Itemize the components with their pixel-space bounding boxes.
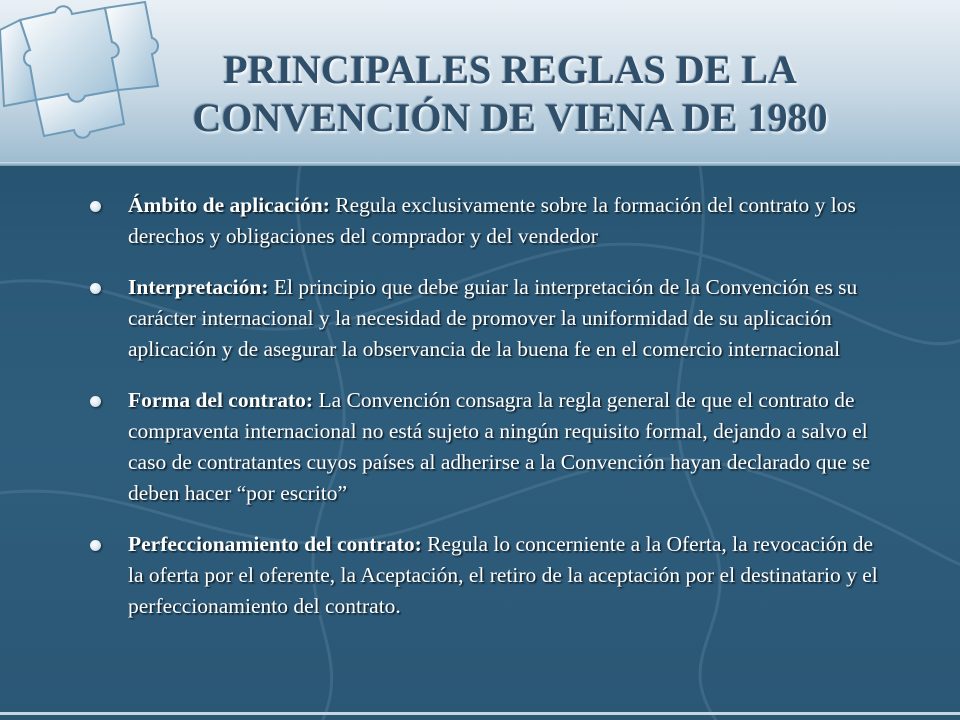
bullet-dot-icon [90,540,101,551]
slide-title [130,46,890,142]
bullet-item-forma [80,385,880,509]
bullet-text: El principio que debe guiar la interpretación de la Convención es su carácter internacional y la necesidad de promover la uniformidad de su aplicación aplicación y de asegurar la observancia de la buena fe en el comercio internacional [128,275,858,361]
title-line-1: PRINCIPALES REGLAS DE LA [223,47,797,92]
bullet-label: Ámbito de aplicación: [128,193,330,217]
bullet-item-perfeccionamiento [80,529,880,622]
bullet-dot-icon [90,396,101,407]
bullet-label: Forma del contrato: [128,388,314,412]
bullet-text: La Convención consagra la regla general de que el contrato de compraventa internacional no está sujeto a ningún requisito formal, dejando a salvo el caso de contratantes cuyos países al adherirse a la Convención hayan declarado que se deben hacer “por escrito” [128,388,871,505]
bullet-dot-icon [90,201,101,212]
bullet-label: Interpretación: [128,275,269,299]
bullet-dot-icon [90,283,101,294]
bullet-list [80,190,880,642]
bullet-item-interpretacion [80,272,880,365]
bullet-text: Regula lo concerniente a la Oferta, la revocación de la oferta por el oferente, la Aceptación, el retiro de la aceptación por el destinatario y el perfeccionamiento del contrato. [128,532,878,618]
footer-divider [0,712,960,715]
title-line-2: CONVENCIÓN DE VIENA DE 1980 [192,95,828,140]
bullet-text: Regula exclusivamente sobre la formación del contrato y los derechos y obligaciones del comprador y del vendedor [128,193,856,248]
bullet-label: Perfeccionamiento del contrato: [128,532,422,556]
bullet-item-ambito [80,190,880,252]
